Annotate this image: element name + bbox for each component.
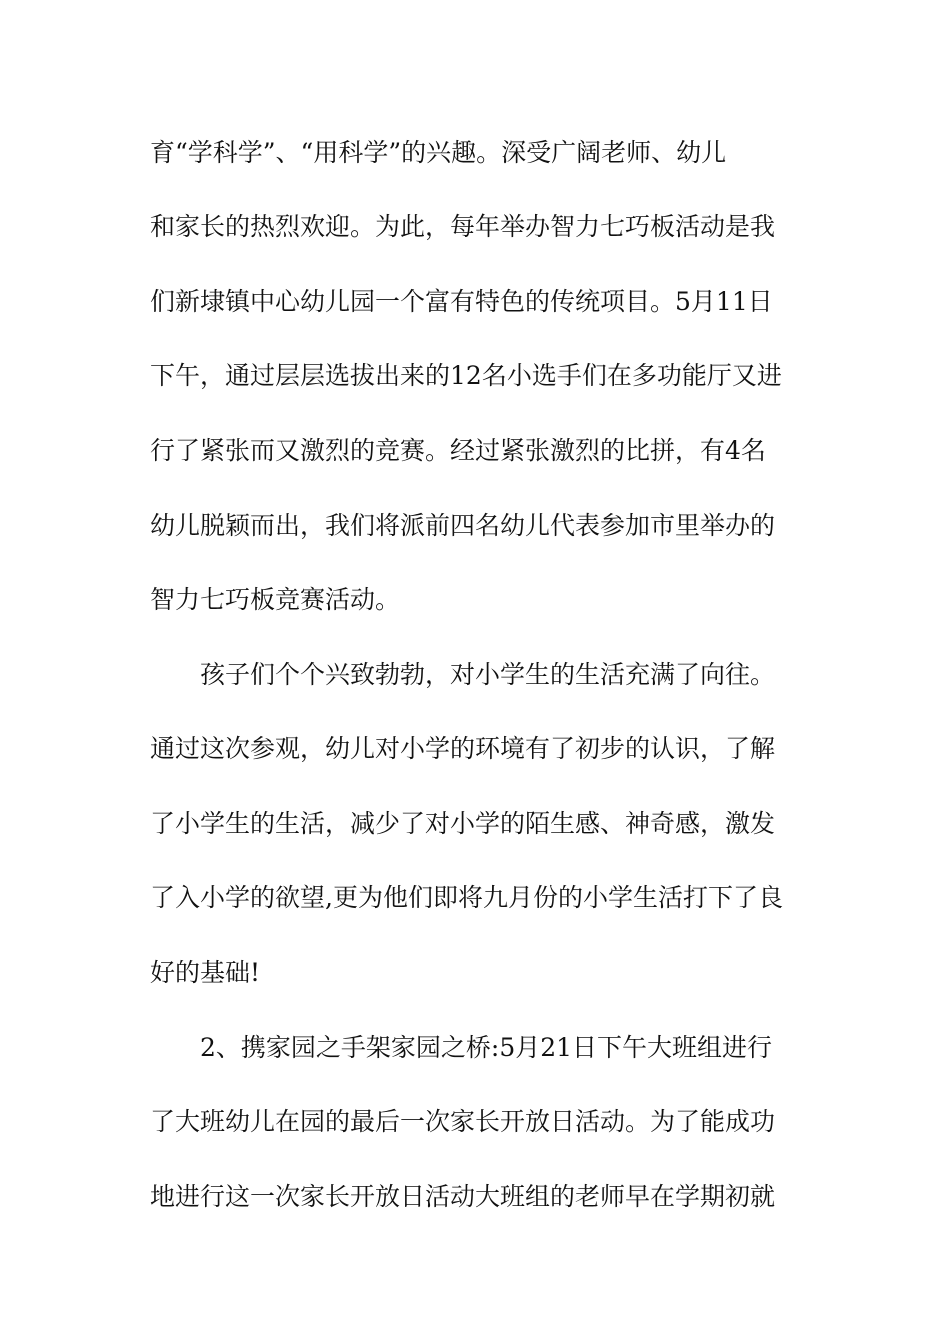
text-line: 智力七巧板竞赛活动。 [150,585,401,614]
text-line: 好的基础! [150,958,261,987]
text-line: 孩子们个个兴致勃勃，对小学生的生活充满了向往。 [200,660,776,689]
text-line: 通过这次参观，幼儿对小学的环境有了初步的认识，了解 [150,734,776,763]
text-line: 了大班幼儿在园的最后一次家长开放日活动。为了能成功 [150,1107,776,1136]
text-line: 下午，通过层层选拔出来的12名小选手们在多功能厅又进 [150,361,782,390]
text-line: 和家长的热烈欢迎。为此，每年举办智力七巧板活动是我 [150,212,776,241]
text-line: 育“学科学”、“用科学”的兴趣。深受广阔老师、幼儿 [150,138,727,167]
text-line: 们新埭镇中心幼儿园一个富有特色的传统项目。5月11日 [150,287,773,316]
text-line: 2、携家园之手架家园之桥:5月21日下午大班组进行 [200,1033,773,1062]
text-line: 了入小学的欲望,更为他们即将九月份的小学生活打下了良 [150,883,783,912]
text-line: 了小学生的生活，减少了对小学的陌生感、神奇感，激发 [150,809,776,838]
text-line: 幼儿脱颖而出，我们将派前四名幼儿代表参加市里举办的 [150,511,776,540]
text-line: 地进行这一次家长开放日活动大班组的老师早在学期初就 [150,1182,776,1211]
text-line: 行了紧张而又激烈的竞赛。经过紧张激烈的比拼，有4名 [150,436,766,465]
